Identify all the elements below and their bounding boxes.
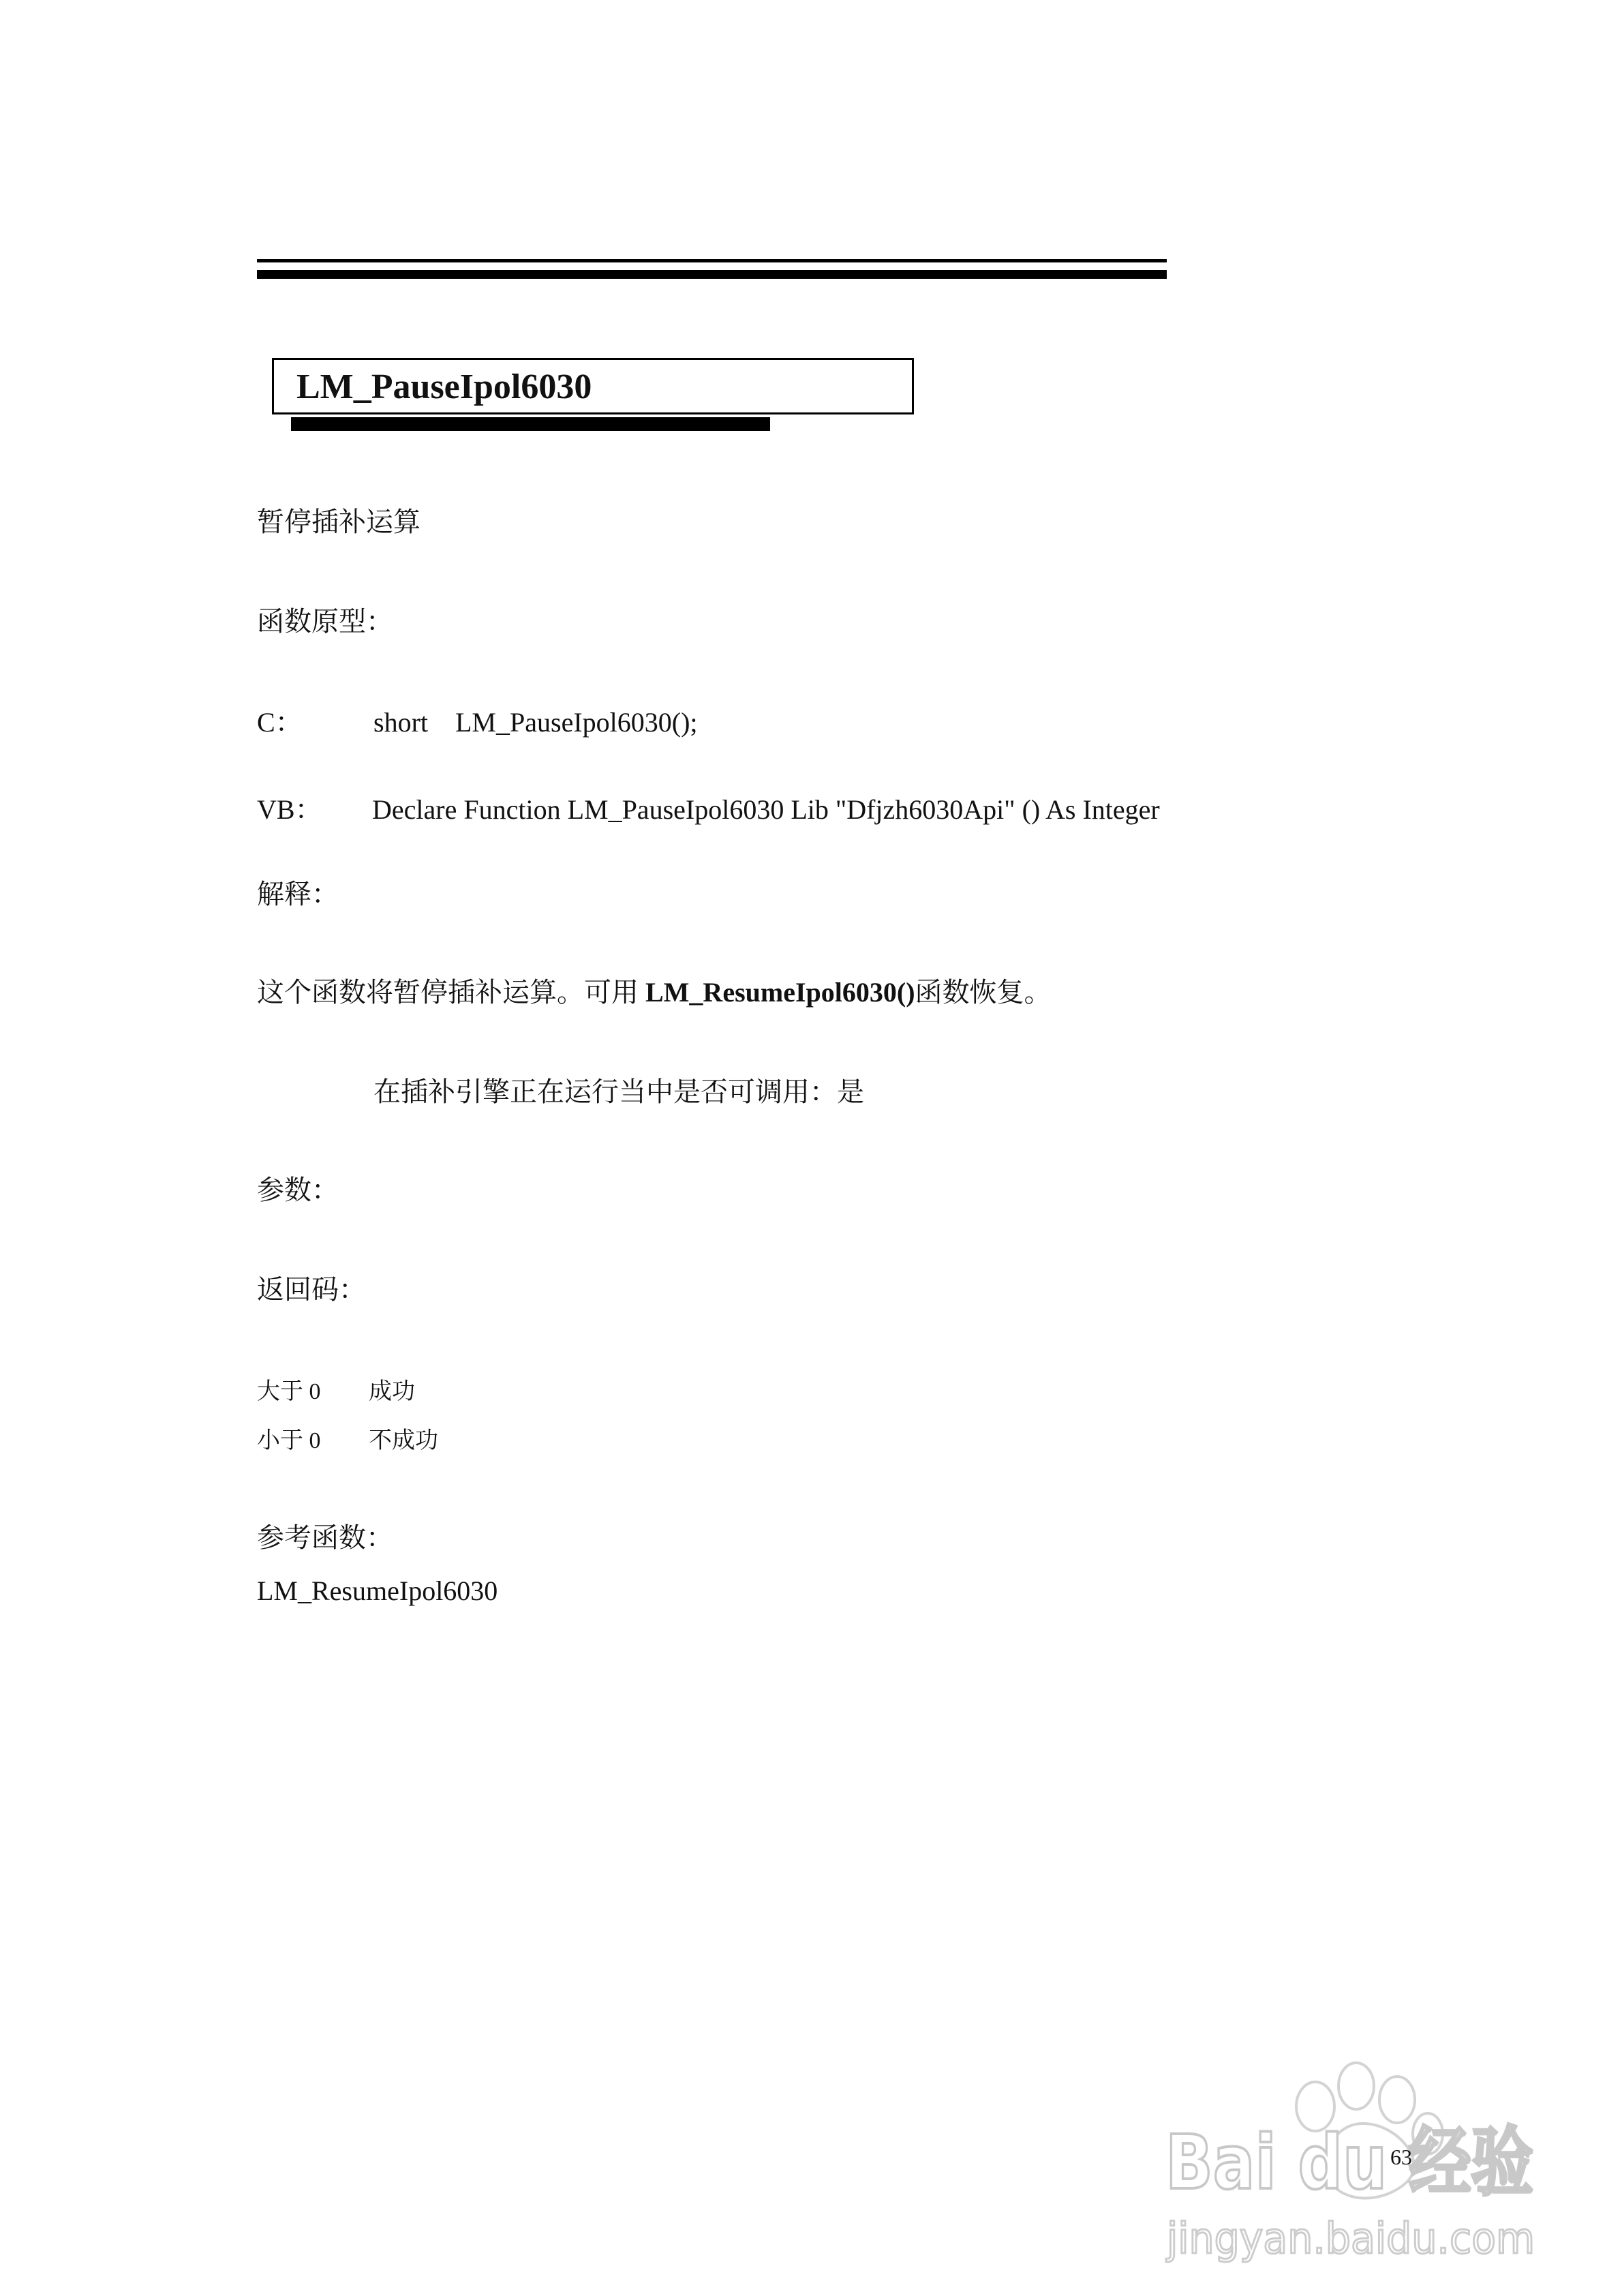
return-code-meaning: 成功 xyxy=(369,1379,415,1404)
c-prototype: short LM_PauseIpol6030(); xyxy=(373,707,698,738)
explain-heading: 解释： xyxy=(257,879,339,909)
params-heading: 参数： xyxy=(257,1175,339,1205)
explain-text-before: 这个函数将暂停插补运算。可用 xyxy=(257,977,645,1008)
title-box-shadow xyxy=(291,417,770,431)
watermark-brand: Bai du 经验 xyxy=(1165,2119,1533,2206)
c-label: C： xyxy=(257,707,303,738)
return-code-condition: 大于 0 xyxy=(257,1379,321,1404)
returns-heading: 返回码： xyxy=(257,1274,366,1305)
function-title: LM_PauseIpol6030 xyxy=(296,367,592,406)
see-also-function: LM_ResumeIpol6030 xyxy=(257,1575,498,1606)
header-rule-thick xyxy=(257,270,1167,279)
vb-prototype: Declare Function LM_PauseIpol6030 Lib "Dfjzh6030Api" () As Integer xyxy=(372,794,1160,825)
explain-text-after: 函数恢复。 xyxy=(915,977,1052,1008)
baidu-watermark xyxy=(1159,2059,1540,2263)
see-also-heading: 参考函数： xyxy=(257,1522,393,1553)
watermark-url: jingyan.baidu.com xyxy=(1165,2214,1535,2263)
function-description: 暂停插补运算 xyxy=(257,507,420,537)
resume-function-ref: LM_ResumeIpol6030() xyxy=(645,977,915,1008)
return-code-meaning: 不成功 xyxy=(369,1428,438,1453)
header-rule-thin xyxy=(257,259,1167,262)
explain-text xyxy=(257,976,1052,1009)
return-code-condition: 小于 0 xyxy=(257,1428,321,1453)
callable-note: 在插补引擎正在运行当中是否可调用：是 xyxy=(373,1076,864,1107)
vb-label: VB： xyxy=(257,794,322,825)
prototype-heading: 函数原型： xyxy=(257,606,393,637)
page-number: 63 xyxy=(1390,2145,1412,2169)
